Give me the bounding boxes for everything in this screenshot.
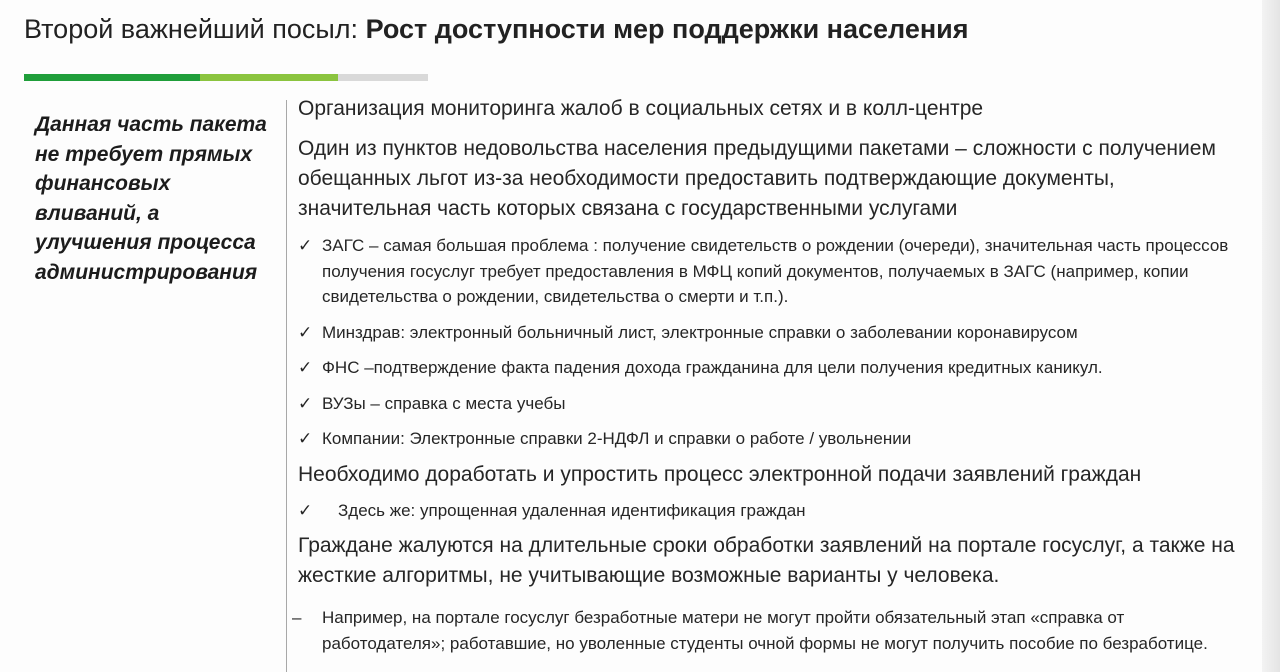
check-item-text: Компании: Электронные справки 2-НДФЛ и справки о работе / увольнении: [322, 429, 912, 448]
checkmark-icon: ✓: [298, 500, 313, 520]
column-divider: [286, 100, 287, 672]
title-stripe-lightgreen: [200, 74, 338, 81]
checkmark-icon: ✓: [298, 429, 313, 448]
check-item-vuzy: [298, 391, 1248, 417]
para-dissatisfaction: Один из пунктов недовольства населения предыдущими пакетами – сложности с получением обещанных льгот из-за необходимости предоставить подтверждающие документы, значительная часть которых связана с государственными услугами: [298, 137, 1216, 220]
heading-monitoring: Организация мониторинга жалоб в социальных сетях и в колл-центре: [298, 97, 984, 120]
check-item-fns: [298, 355, 1248, 381]
main-content: [292, 94, 1248, 656]
side-note: Данная часть пакета не требует прямых финансовых вливаний, а улучшения процесса администрирования: [35, 113, 267, 284]
check-item-identification: [298, 498, 1248, 524]
para-simplify: Необходимо доработать и упростить процесс электронной подачи заявлений граждан: [298, 462, 1142, 486]
check-item-minzdrav: [298, 320, 1248, 346]
checkmark-icon: ✓: [298, 322, 313, 342]
dash-item-text: Например, на портале госуслуг безработные матери не могут пройти обязательный этап «справка от работодателя»; работавшие, но уволенные студенты очной формы не могут получить пособие по безработице.: [322, 608, 1208, 653]
para-complaints: Граждане жалуются на длительные сроки обработки заявлений на портале госуслуг, а также на жесткие алгоритмы, не учитывающие возможные варианты у человека.: [298, 534, 1235, 587]
checkmark-icon: ✓: [298, 393, 313, 413]
check-item-text: Минздрав: электронный больничный лист, электронные справки о заболевании коронавирусом: [322, 322, 1078, 342]
checkmark-icon: ✓: [298, 358, 313, 377]
check-item-text: Здесь же: упрощенная удаленная идентификация граждан: [338, 500, 806, 520]
check-item-text: ФНС –подтверждение факта падения дохода гражданина для цели получения кредитных каникул.: [322, 358, 1103, 377]
check-item-text: ЗАГС – самая большая проблема : получение свидетельств о рождении (очереди), значительная часть процессов получения госуслуг требует предоставления в МФЦ копий документов, получаемых в ЗАГС (например, копии свидетельства о рождении, свидетельства о смерти и т.п.).: [322, 236, 1229, 306]
title-stripe-gray: [338, 74, 428, 81]
check-item-companies: [298, 426, 1248, 452]
check-item-zags: [298, 233, 1248, 310]
slide-title: [24, 14, 969, 45]
dash-bullet-icon: –: [292, 608, 302, 627]
check-item-text: ВУЗы – справка с места учебы: [322, 393, 566, 413]
slide-title-lead: Второй важнейший посыл:: [24, 14, 366, 44]
dash-item-example: [292, 605, 1248, 656]
slide-title-main: Рост доступности мер поддержки населения: [365, 14, 969, 44]
checkmark-icon: ✓: [298, 236, 313, 255]
page-edge-shadow: [1262, 0, 1280, 672]
title-stripe-green: [24, 74, 200, 81]
